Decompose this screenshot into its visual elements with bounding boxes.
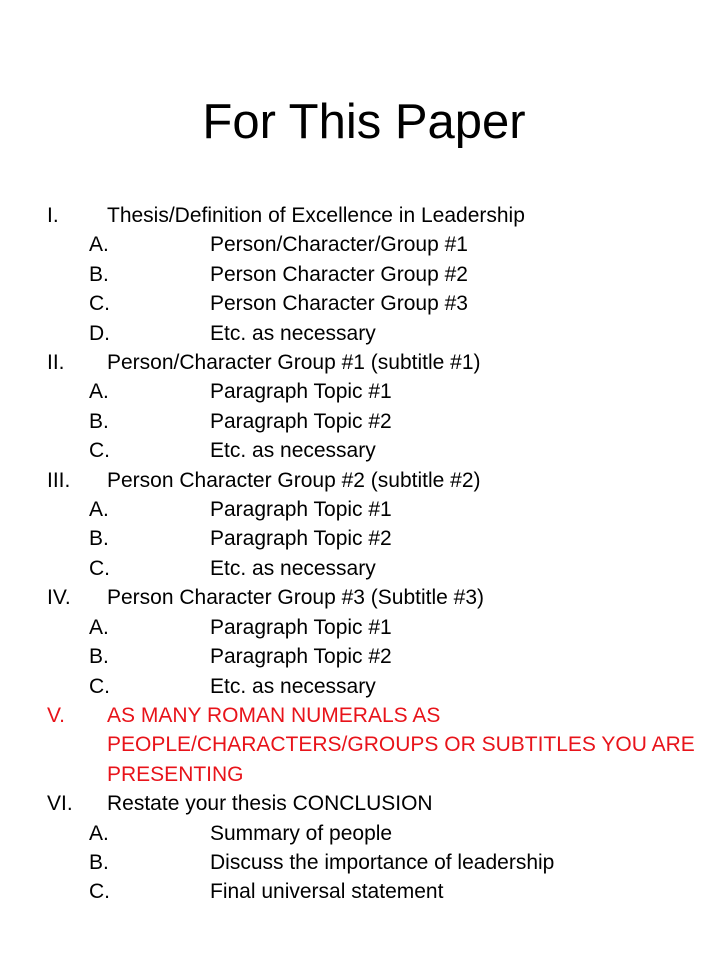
subitem-letter: A. (89, 380, 109, 404)
subitem-text: Etc. as necessary (210, 674, 376, 698)
outline-item-text: PRESENTING (107, 762, 244, 786)
roman-numeral: VI. (47, 792, 73, 816)
subitem-letter: C. (89, 674, 110, 698)
outline-subitem (47, 613, 717, 642)
subitem-text: Paragraph Topic #2 (210, 527, 392, 551)
roman-numeral: IV. (47, 586, 71, 610)
roman-numeral: I. (47, 204, 59, 227)
subitem-text: Summary of people (210, 821, 393, 845)
subitem-text: Paragraph Topic #2 (210, 409, 392, 433)
subitem-letter: D. (89, 321, 110, 345)
subitem-text: Person Character Group #2 (210, 262, 468, 286)
subitem-text: Etc. as necessary (210, 439, 376, 463)
outline-item-text: Thesis/Definition of Excellence in Leadership (107, 204, 525, 227)
outline-item (47, 466, 717, 495)
subitem-text: Paragraph Topic #1 (210, 498, 392, 522)
outline-item (47, 701, 717, 789)
subitem-text: Paragraph Topic #1 (210, 615, 392, 639)
subitem-text: Paragraph Topic #1 (210, 380, 392, 404)
roman-numeral: V. (47, 703, 65, 727)
outline-item-text: PEOPLE/CHARACTERS/GROUPS OR SUBTITLES YOU ARE (107, 733, 695, 757)
outline-subitem (47, 877, 717, 906)
outline-item (47, 201, 717, 230)
outline-subitem (47, 319, 717, 348)
subitem-letter: C. (89, 880, 110, 904)
roman-numeral: III. (47, 468, 71, 492)
outline-item-text: AS MANY ROMAN NUMERALS AS (107, 703, 441, 727)
subitem-letter: B. (89, 645, 109, 669)
outline-subitem (47, 260, 717, 289)
subitem-text: Final universal statement (210, 880, 444, 904)
subitem-letter: C. (89, 292, 110, 316)
subitem-text: Person Character Group #3 (210, 292, 468, 316)
outline-subitem (47, 554, 717, 583)
roman-numeral: II. (47, 351, 65, 375)
outline-item-text: Person Character Group #2 (subtitle #2) (107, 468, 481, 492)
subitem-text: Paragraph Topic #2 (210, 645, 392, 669)
subitem-letter: A. (89, 615, 109, 639)
outline-subitem (47, 495, 717, 524)
subitem-letter: A. (89, 233, 109, 257)
outline-subitem (47, 642, 717, 671)
subitem-text: Etc. as necessary (210, 556, 376, 580)
subitem-letter: B. (89, 409, 109, 433)
subitem-letter: A. (89, 821, 109, 845)
page-title: For This Paper (202, 95, 526, 149)
outline-item-text: Restate your thesis CONCLUSION (107, 792, 433, 816)
outline-list (47, 201, 717, 907)
outline-subitem (47, 672, 717, 701)
outline-subitem (47, 407, 717, 436)
outline-item (47, 583, 717, 612)
subitem-letter: B. (89, 850, 109, 874)
outline-subitem (47, 230, 717, 259)
subitem-text: Person/Character/Group #1 (210, 233, 468, 257)
outline-subitem (47, 377, 717, 406)
outline-item-text: Person Character Group #3 (Subtitle #3) (107, 586, 485, 610)
outline-item-text: Person/Character Group #1 (subtitle #1) (107, 351, 481, 375)
outline-item (47, 348, 717, 377)
outline-item (47, 789, 717, 818)
subitem-letter: B. (89, 262, 109, 286)
subitem-letter: C. (89, 439, 110, 463)
subitem-letter: A. (89, 498, 109, 522)
outline-subitem (47, 524, 717, 553)
subitem-letter: B. (89, 527, 109, 551)
outline-subitem (47, 819, 717, 848)
subitem-letter: C. (89, 556, 110, 580)
outline-subitem (47, 289, 717, 318)
subitem-text: Etc. as necessary (210, 321, 376, 345)
subitem-text: Discuss the importance of leadership (210, 850, 555, 874)
outline-subitem (47, 848, 717, 877)
outline-subitem (47, 436, 717, 465)
